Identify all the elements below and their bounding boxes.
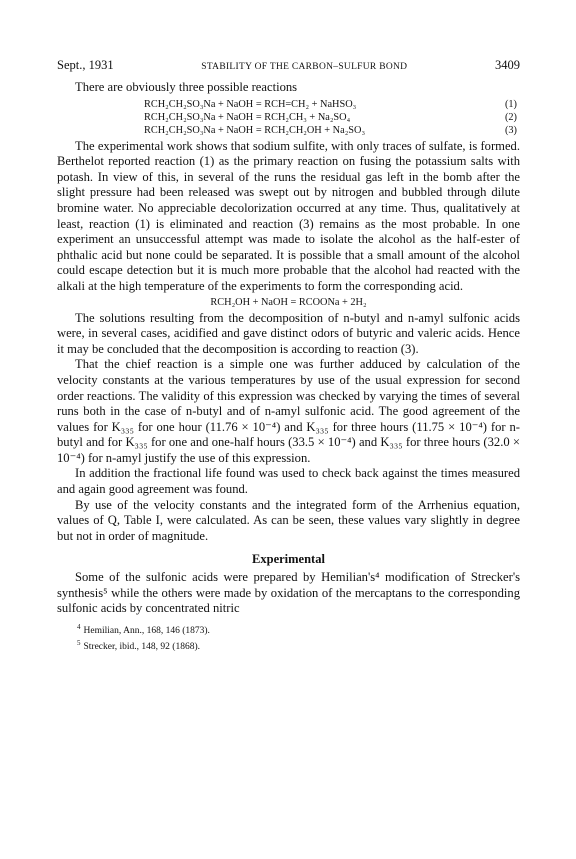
footnote-text: Strecker, ibid., 148, 92 (1868). (83, 642, 201, 653)
header-title: STABILITY OF THE CARBON–SULFUR BOND (201, 62, 408, 72)
equation-text: RCH₂CH₂SO₃Na + NaOH = RCH=CH₂ + NaHSO₃ (144, 98, 357, 110)
article-body (57, 80, 520, 653)
footnotes (57, 621, 520, 653)
equation-number: (3) (504, 124, 517, 136)
equation-number: (2) (504, 111, 517, 123)
reaction-equation (57, 111, 520, 124)
paragraph-experimental-work: The experimental work shows that sodium sulfite, with only traces of sulfate, is formed. Berthelot reported reaction (1) as the primary reaction on fusing the potassium salts with potash. In view of this, in several of the runs the residual gas left in the bomb after the slight pressure had been released was swept out by nitrogen and bubbled through dilute bromine water. No appreciable decolorization occurred at any time. Thus, qualitatively at least, reaction (1) is eliminated and reaction (3) remains as the most probable. In one experiment an unsuccessful attempt was made to isolate the alcohol as the half-ester of phthalic acid but none could be separated. It is possible that a small amount of the alcohol could escape detection but it is much more probable that the alcohol had reacted with the alkali at the high temperature of the experiments to form the corresponding acid. (57, 138, 520, 293)
footnote-number: 4 (77, 622, 81, 631)
journal-page (57, 58, 520, 653)
equation-text: RCH₂CH₂SO₃Na + NaOH = RCH₂CH₃ + Na₂SO₄ (144, 111, 351, 123)
header-date: Sept., 1931 (57, 58, 114, 72)
alcohol-equation: RCH₂OH + NaOH = RCOONa + 2H₂ (210, 296, 367, 308)
reaction-equation (57, 124, 520, 137)
paragraph-preparation: Some of the sulfonic acids were prepared by Hemilian's⁴ modification of Strecker's synthesis⁵ while the others were made by oxidation of the mercaptans to the corresponding sulfonic acids by concentrated nitric (57, 570, 520, 616)
footnote (77, 637, 520, 653)
section-heading: Experimental (252, 552, 325, 567)
page-number: 3409 (494, 58, 520, 72)
equation-number: (1) (504, 98, 517, 110)
reaction-equations (57, 98, 520, 137)
running-header (57, 58, 520, 80)
footnote-number: 5 (77, 638, 81, 647)
paragraph-velocity-constants: That the chief reaction is a simple one was further adduced by calculation of the velocity constants at the various temperatures by use of the usual expression for second order reactions. The validity of this expression was checked by varying the times of several runs both in the case of n-butyl and of n-amyl sulfonic acid. The good agreement of the values for K₃₃₅ for one hour (11.76 × 10⁻⁴) and K₃₃₅ for three hours (11.75 × 10⁻⁴) for n-butyl and for K₃₃₅ for one and one-half hours (33.5 × 10⁻⁴) and K₃₃₅ for three hours (32.0 × 10⁻⁴) for n-amyl justify the use of this expression. (57, 357, 520, 465)
paragraph-arrhenius: By use of the velocity constants and the integrated form of the Arrhenius equation, values of Q, Table I, were calculated. As can be seen, these values vary slightly in degree but not in order of magnitude. (57, 497, 520, 543)
footnote-text: Hemilian, Ann., 168, 146 (1873). (83, 625, 210, 636)
equation-text: RCH₂CH₂SO₃Na + NaOH = RCH₂CH₂OH + Na₂SO₃ (144, 124, 366, 136)
paragraph-decomposition: The solutions resulting from the decomposition of n-butyl and n-amyl sulfonic acids were, in several cases, acidified and gave distinct odors of butyric and valeric acids. Hence it may be concluded that the decomposition is according to reaction (3). (57, 310, 520, 356)
footnote (77, 621, 520, 637)
paragraph-fractional-life: In addition the fractional life found was used to check back against the times measured and again good agreement was found. (57, 466, 520, 497)
reaction-equation (57, 98, 520, 111)
intro-paragraph: There are obviously three possible reactions (75, 80, 298, 94)
